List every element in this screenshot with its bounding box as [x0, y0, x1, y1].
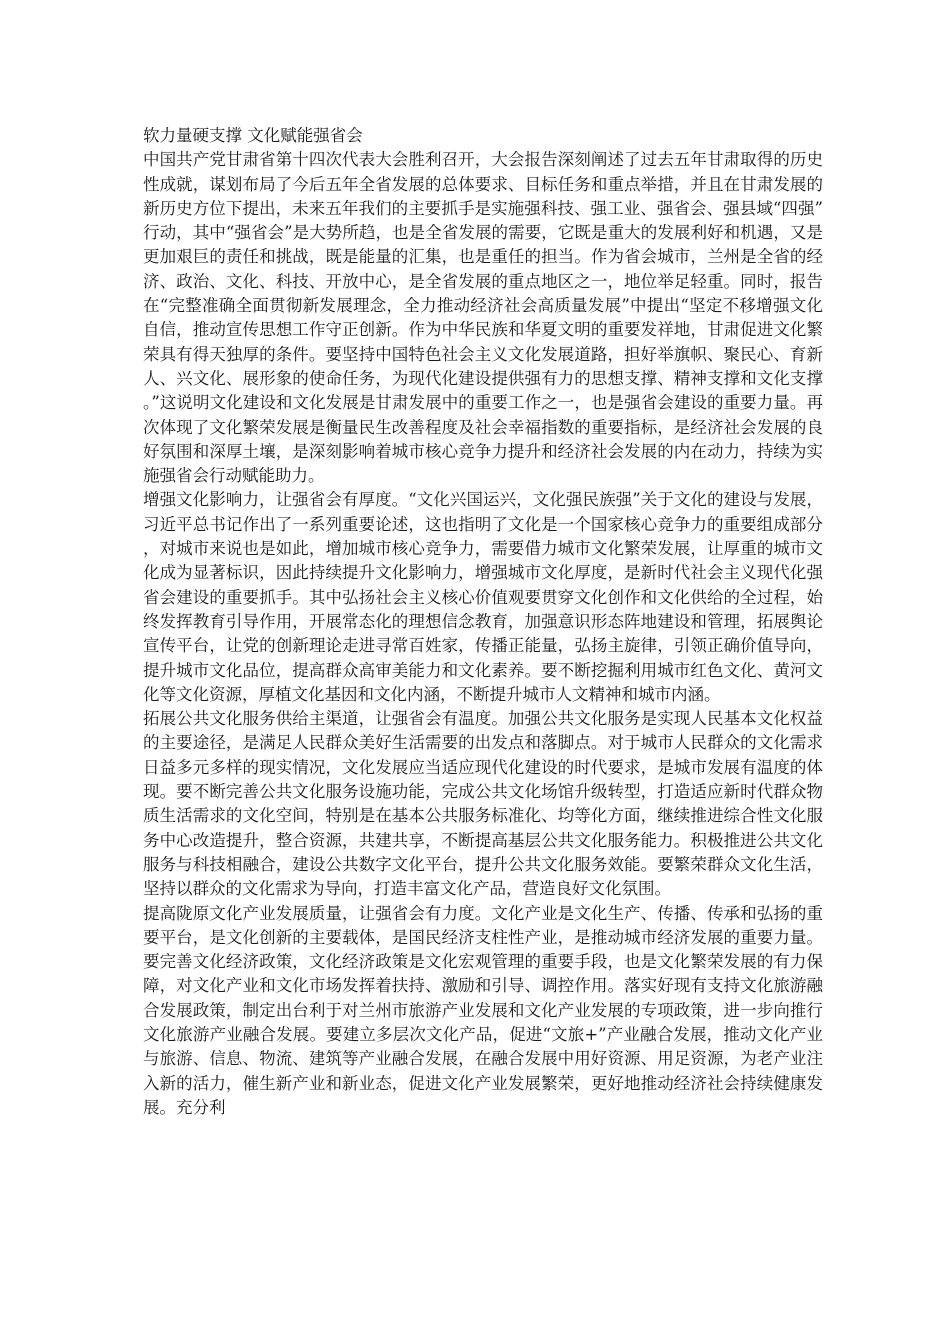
- article: [143, 124, 823, 1120]
- paragraph-cultural-influence: 增强文化影响力，让强省会有厚度。“文化兴国运兴，文化强民族强”关于文化的建设与发展，习近平总书记作出了一系列重要论述，这也指明了文化是一个国家核心竞争力的重要组成部分，对城市来说也是如此，增加城市核心竞争力，需要借力城市文化繁荣发展，让厚重的城市文化成为显著标识，因此持续提升文化影响力，增强城市文化厚度，是新时代社会主义现代化强省会建设的重要抓手。其中弘扬社会主义核心价值观要贯穿文化创作和文化供给的全过程，始终发挥教育引导作用，开展常态化的理想信念教育，加强意识形态阵地建设和管理，拓展舆论宣传平台，让党的创新理论走进寻常百姓家，传播正能量，弘扬主旋律，引领正确价值导向，提升城市文化品位，提高群众高审美能力和文化素养。要不断挖掘利用城市红色文化、黄河文化等文化资源，厚植文化基因和文化内涵，不断提升城市人文精神和城市内涵。: [143, 490, 823, 704]
- article-title: 软力量硬支撑 文化赋能强省会: [143, 126, 363, 145]
- paragraph-public-cultural-services: 拓展公共文化服务供给主渠道，让强省会有温度。加强公共文化服务是实现人民基本文化权益的主要途径，是满足人民群众美好生活需要的出发点和落脚点。对于城市人民群众的文化需求日益多元多样的现实情况，文化发展应当适应现代化建设的时代要求，是城市发展有温度的体现。要不断完善公共文化服务设施功能，完成公共文化场馆升级转型，打造适应新时代群众物质生活需求的文化空间，特别是在基本公共服务标准化、均等化方面，继续推进综合性文化服务中心改造提升，整合资源，共建共享，不断提高基层公共文化服务能力。积极推进公共文化服务与科技相融合，建设公共数字文化平台，提升公共文化服务效能。要繁荣群众文化生活，坚持以群众的文化需求为导向，打造丰富文化产品，营造良好文化氛围。: [143, 709, 823, 899]
- paragraph-intro: 中国共产党甘肃省第十四次代表大会胜利召开，大会报告深刻阐述了过去五年甘肃取得的历史性成就，谋划布局了今后五年全省发展的总体要求、目标任务和重点举措，并且在甘肃发展的新历史方位下提出，未来五年我们的主要抓手是实施强科技、强工业、强省会、强县域“四强”行动，其中“强省会”是大势所趋，也是全省发展的需要，它既是重大的发展利好和机遇，又是更加艰巨的责任和挑战，既是能量的汇集，也是重任的担当。作为省会城市，兰州是全省的经济、政治、文化、科技、开放中心，是全省发展的重点地区之一，地位举足轻重。同时，报告在“完整准确全面贯彻新发展理念，全力推动经济社会高质量发展”中提出“坚定不移增强文化自信，推动宣传思想工作守正创新。作为中华民族和华夏文明的重要发祥地，甘肃促进文化繁荣具有得天独厚的条件。要坚持中国特色社会主义文化发展道路，担好举旗帜、聚民心、育新人、兴文化、展形象的使命任务，为现代化建设提供强有力的思想支撑、精神支撑和文化支撑。”这说明文化建设和文化发展是甘肃发展中的重要工作之一，也是强省会建设的重要力量。再次体现了文化繁荣发展是衡量民生改善程度及社会幸福指数的重要指标，是经济社会发展的良好氛围和深厚土壤，是深刻影响着城市核心竞争力提升和经济社会发展的内在动力，持续为实施强省会行动赋能助力。: [143, 150, 823, 486]
- paragraph-cultural-industry: 提高陇原文化产业发展质量，让强省会有力度。文化产业是文化生产、传播、传承和弘扬的重要平台，是文化创新的主要载体，是国民经济支柱性产业，是推动城市经济发展的重要力量。要完善文化经济政策，文化经济政策是文化宏观管理的重要手段，也是文化繁荣发展的有力保障，对文化产业和文化市场发挥着扶持、激励和引导、调控作用。落实好现有支持文化旅游融合发展政策，制定出台利于对兰州市旅游产业发展和文化产业发展的专项政策，进一步向推行文化旅游产业融合发展。要建立多层次文化产品，促进“文旅+”产业融合发展，推动文化产业与旅游、信息、物流、建筑等产业融合发展，在融合发展中用好资源、用足资源，为老产业注入新的活力，催生新产业和新业态，促进文化产业发展繁荣，更好地推动经济社会持续健康发展。充分利: [143, 903, 823, 1117]
